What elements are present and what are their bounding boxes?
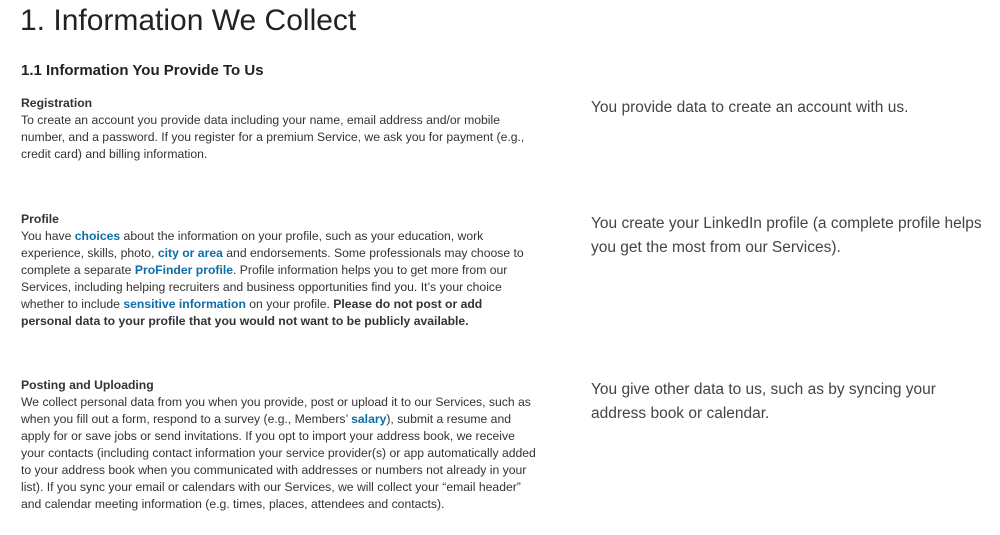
profinder-profile-link[interactable]: ProFinder profile	[134, 263, 234, 277]
posting-body	[21, 394, 536, 513]
choices-link[interactable]: choices	[74, 229, 121, 243]
profile-heading: Profile	[21, 212, 59, 226]
registration-section	[21, 95, 536, 163]
registration-heading: Registration	[21, 96, 93, 110]
section-title: 1.1 Information You Provide To Us	[21, 62, 264, 79]
registration-summary: You provide data to create an account with us.	[591, 99, 909, 116]
profile-body-text: about the information on your profile, such as your education, work experience, skills, photo,	[21, 229, 484, 260]
salary-link[interactable]: salary	[351, 412, 387, 426]
page-title: 1. Information We Collect	[20, 4, 357, 37]
profile-body-text: on your profile.	[245, 297, 334, 311]
profile-body-text: and endorsements. Some professionals may choose to complete a separate	[21, 246, 524, 277]
profile-body	[21, 228, 536, 330]
sensitive-information-link[interactable]: sensitive information	[123, 297, 246, 311]
profile-body-text: . Profile information helps you to get more from our Services, including helping recruiters and business opportunities find you. It’s your choice whether to include	[21, 263, 508, 311]
posting-body-text: ), submit a resume and apply for or save jobs or send invitations. If you opt to import your address book, we receive your contacts (including contact information your service provider(s) or app automatically added to your address book when you communicated with addresses or numbers not already in your list). If you sync your email or calendars with our Services, we will collect your “email header” and calendar meeting information (e.g. times, places, attendees and contacts).	[21, 412, 536, 511]
posting-section	[21, 377, 536, 513]
registration-body: To create an account you provide data including your name, email address and/or mobile number, and a password. If you register for a premium Service, we ask you for payment (e.g., credit card) and billing information.	[21, 113, 525, 161]
posting-heading: Posting and Uploading	[21, 378, 154, 392]
profile-body-text: You have	[21, 229, 75, 243]
posting-body-text: We collect personal data from you when you provide, post or upload it to our Services, such as when you fill out a form, respond to a survey (e.g., Members’	[21, 395, 531, 426]
city-or-area-link[interactable]: city or area	[157, 246, 223, 260]
profile-summary: You create your LinkedIn profile (a complete profile helps you get the most from our Services).	[591, 215, 982, 256]
profile-warning: Please do not post or add personal data to your profile that you would not want to be publicly available.	[21, 297, 483, 328]
profile-section	[21, 211, 536, 330]
posting-summary: You give other data to us, such as by syncing your address book or calendar.	[591, 381, 936, 422]
